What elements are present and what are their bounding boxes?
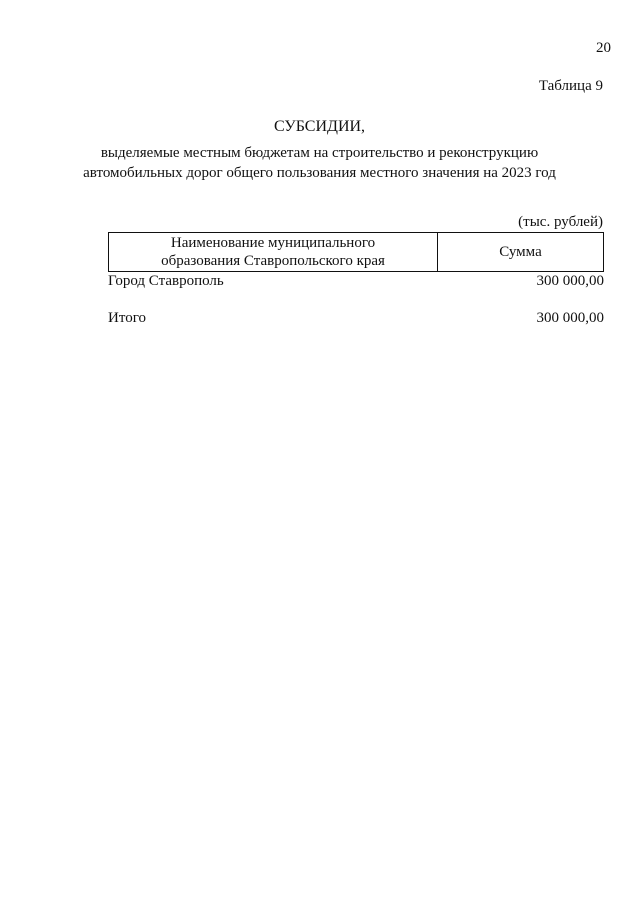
document-title: СУБСИДИИ, bbox=[273, 118, 366, 135]
row-name: Город Ставрополь bbox=[108, 273, 224, 289]
header-sum-column: Сумма bbox=[499, 243, 542, 260]
table-row bbox=[108, 273, 604, 290]
subtitle-line: выделяемые местным бюджетам на строительство и реконструкцию bbox=[100, 145, 539, 161]
header-name-column bbox=[109, 233, 438, 271]
table-label: Таблица 9 bbox=[538, 78, 603, 94]
units-label: (тыс. рублей) bbox=[518, 214, 603, 230]
table-header bbox=[108, 232, 604, 272]
document-subtitle bbox=[0, 143, 639, 183]
header-name-line: Наименование муниципального bbox=[170, 235, 376, 251]
header-name-line: образования Ставропольского края bbox=[161, 253, 385, 269]
total-label: Итого bbox=[108, 310, 146, 326]
row-sum: 300 000,00 bbox=[536, 273, 604, 289]
page-number: 20 bbox=[596, 40, 611, 56]
subtitle-line: автомобильных дорог общего пользования местного значения на 2023 год bbox=[83, 165, 556, 181]
table-total-row bbox=[108, 310, 604, 327]
total-sum: 300 000,00 bbox=[536, 310, 604, 326]
